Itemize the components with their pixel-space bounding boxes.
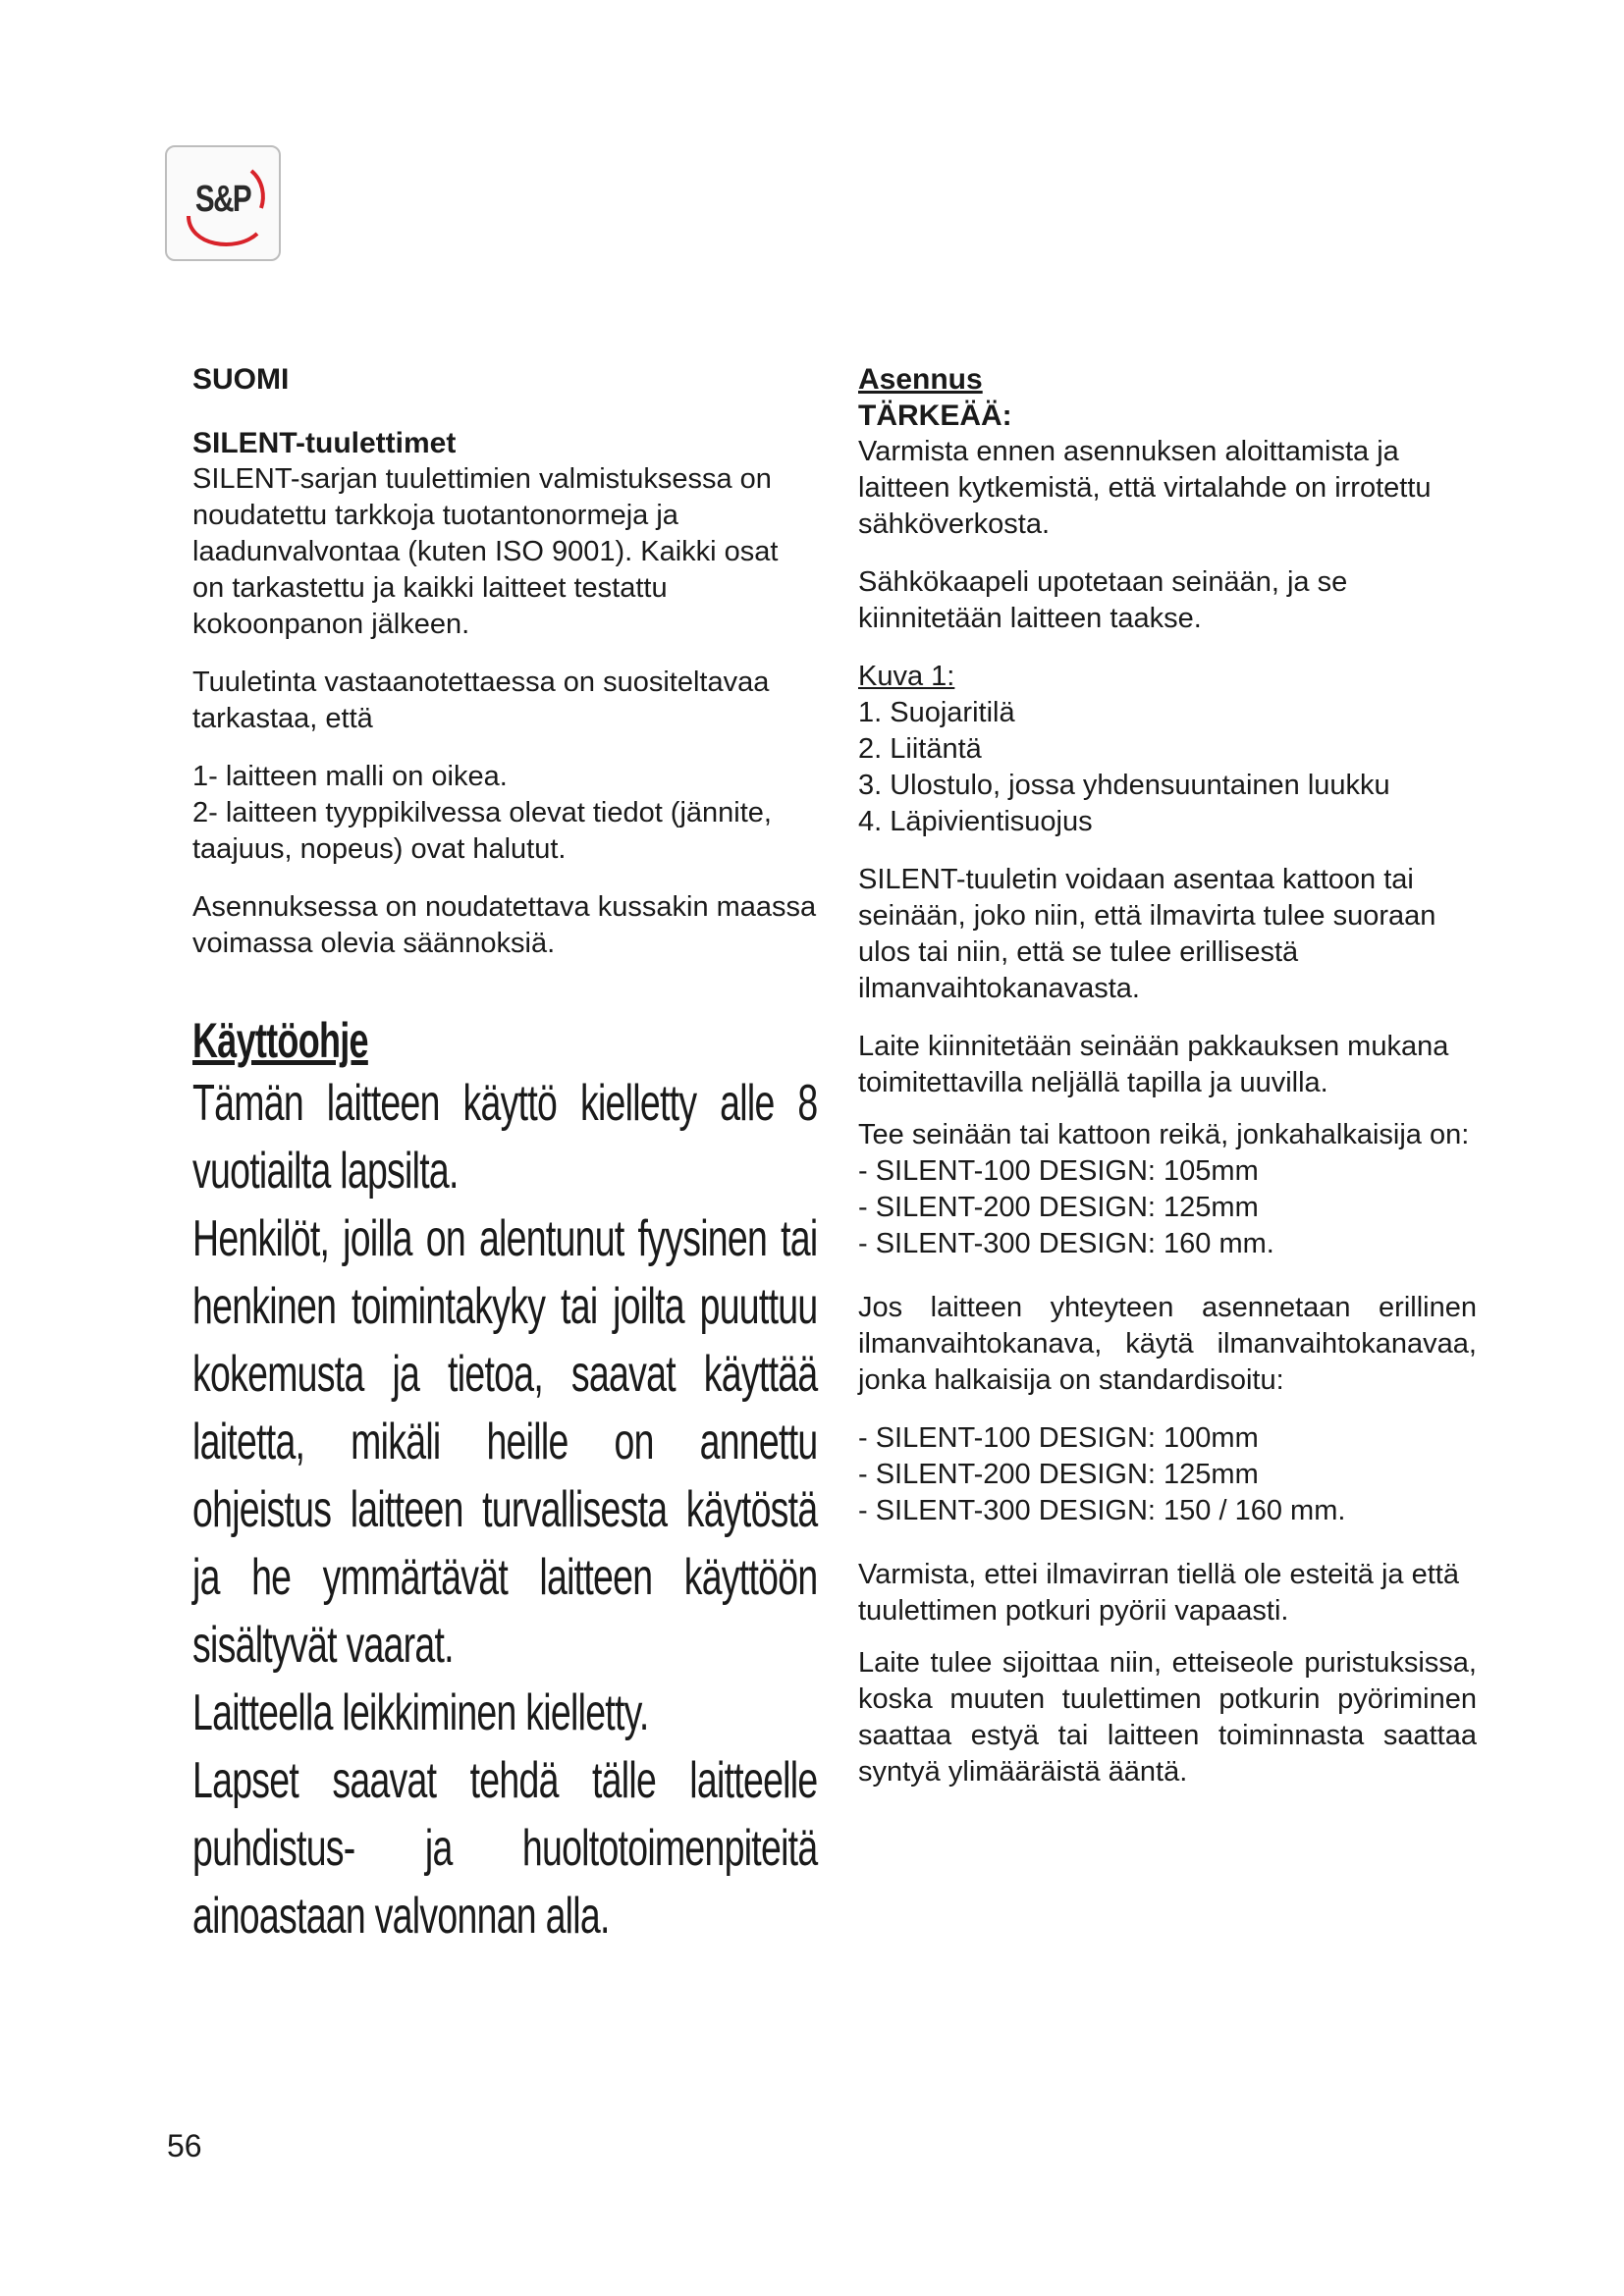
check-item-2: 2- laitteen tyyppikilvessa olevat tiedot (jännite, taajuus, nopeus) ovat halutut. [192, 797, 772, 865]
figure-item: 4. Läpivientisuojus [858, 806, 1093, 837]
receive-paragraph: Tuuletinta vastaanotettaessa on suositeltavaa tarkastaa, että [192, 667, 770, 734]
hole-size-item: - SILENT-300 DESIGN: 160 mm. [858, 1228, 1274, 1259]
user-paragraph-play: Laitteella leikkiminen kielletty. [192, 1684, 649, 1741]
plugs-paragraph: Laite kiinnitetään seinään pakkauksen mukana toimitettavilla neljällä tapilla ja uuvilla. [858, 1031, 1449, 1098]
user-instructions-body [192, 1070, 817, 1950]
important-label: TÄRKEÄÄ: [858, 400, 1012, 432]
placement-paragraph: Laite tulee sijoittaa niin, etteiseole puristuksissa, koska muuten tuulettimen potkurin pyöriminen saattaa estyä tai laitteen toiminnasta saattaa syntyä ylimääräistä ääntä. [858, 1647, 1477, 1788]
duct-size-item: - SILENT-100 DESIGN: 100mm [858, 1422, 1259, 1454]
intro-paragraph: SILENT-sarjan tuulettimien valmistuksessa on noudatettu tarkkoja tuotantonormeja ja laadunvalvontaa (kuten ISO 9001). Kaikki osat on tarkastettu ja kaikki laitteet testattu kokoonpanon jälkeen. [192, 463, 779, 640]
figure-item: 1. Suojaritilä [858, 697, 1015, 728]
mounting-paragraph: SILENT-tuuletin voidaan asentaa kattoon tai seinään, joko niin, että ilmavirta tulee suoraan ulos tai niin, että se tulee erillisestä ilmanvaihtokanavasta. [858, 864, 1436, 1004]
figure-title: Kuva 1: [858, 661, 955, 692]
duct-size-item: - SILENT-200 DESIGN: 125mm [858, 1459, 1259, 1490]
install-title: Asennus [858, 363, 983, 396]
hole-size-item: - SILENT-100 DESIGN: 105mm [858, 1155, 1259, 1187]
duct-paragraph: Jos laitteen yhteyteen asennetaan erillinen ilmanvaihtokanava, käytä ilmanvaihtokanavaa, jonka halkaisija on standardisoitu: [858, 1292, 1477, 1396]
cable-paragraph: Sähkökaapeli upotetaan seinään, ja se kiinnitetään laitteen taakse. [858, 566, 1348, 634]
figure-item: 3. Ulostulo, jossa yhdensuuntainen luukku [858, 770, 1390, 801]
hole-paragraph: Tee seinään tai kattoon reikä, jonkahalkaisija on: [858, 1119, 1470, 1150]
check-item-1: 1- laitteen malli on oikea. [192, 761, 508, 792]
figure-item: 2. Liitäntä [858, 733, 982, 765]
logo-text: S&P [194, 179, 251, 220]
regulations-paragraph: Asennuksessa on noudatettava kussakin maassa voimassa olevia säännoksiä. [192, 891, 817, 959]
figure-item-list [858, 695, 1477, 840]
product-title: SILENT-tuulettimet [192, 427, 457, 459]
language-heading: SUOMI [192, 363, 290, 396]
user-paragraph-age: Tämän laitteen käyttö kielletty alle 8 vuotiailta lapsilta. [192, 1075, 818, 1200]
sp-logo [165, 145, 281, 261]
duct-size-item: - SILENT-300 DESIGN: 150 / 160 mm. [858, 1495, 1346, 1526]
duct-size-list [858, 1420, 1477, 1529]
disconnect-paragraph: Varmista ennen asennuksen aloittamista ja laitteen kytkemistä, että virtalahde on irrotettu sähköverkosta. [858, 436, 1432, 540]
airflow-paragraph: Varmista, ettei ilmavirran tiellä ole esteitä ja että tuulettimen potkuri pyörii vapaasti. [858, 1559, 1459, 1627]
page-number: 56 [167, 2128, 202, 2163]
hole-size-item: - SILENT-200 DESIGN: 125mm [858, 1192, 1259, 1223]
user-paragraph-children: Lapset saavat tehdä tälle laitteelle puhdistus- ja huoltotoimenpiteitä ainoastaan valvonnan alla. [192, 1752, 818, 1945]
hole-size-list [858, 1153, 1477, 1262]
left-column [192, 361, 817, 1950]
user-paragraph-ability: Henkilöt, joilla on alentunut fyysinen tai henkinen toimintakyky tai joilta puuttuu kokemusta ja tietoa, saavat käyttää laitetta, mikäli heille on annettu ohjeistus laitteen turvallisesta käytöstä ja he ymmärtävät laitteen käyttöön sisältyvät vaarat. [192, 1210, 818, 1674]
right-column [858, 361, 1477, 1790]
user-instructions-title: Käyttöohje [192, 1013, 368, 1068]
